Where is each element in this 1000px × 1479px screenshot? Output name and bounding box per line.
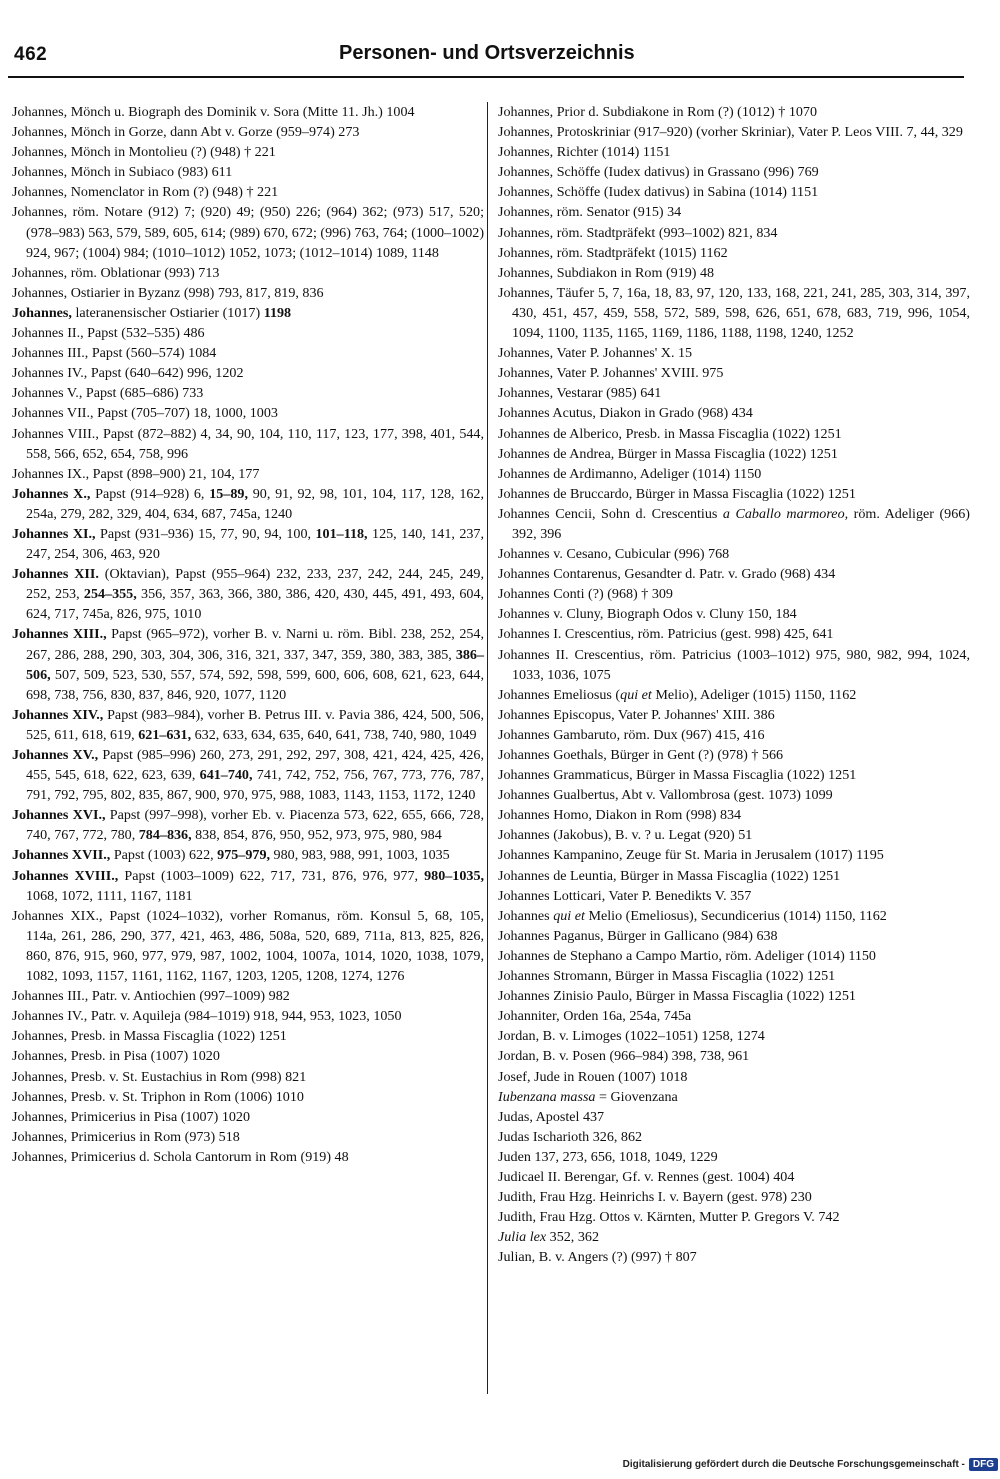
entry-text: Johannes V., Papst (685–686) 733 <box>12 385 204 402</box>
entry-text: Johannes, Richter (1014) 1151 <box>498 144 671 161</box>
index-entry <box>498 705 970 725</box>
entry-text: Johannes de Leuntia, Bürger in Massa Fiscaglia (1022) 1251 <box>498 867 841 884</box>
entry-text: Johannes IV., Papst (640–642) 996, 1202 <box>12 365 244 382</box>
index-entry <box>12 845 484 865</box>
index-entry <box>498 243 970 263</box>
entry-text: Johannes (Jakobus), B. v. ? u. Legat (920) 51 <box>498 827 753 844</box>
index-entry <box>12 102 484 122</box>
entry-bold-text: Johannes, <box>12 304 72 321</box>
index-entry <box>498 886 970 906</box>
index-entry <box>12 986 484 1006</box>
index-entry <box>498 645 970 685</box>
entry-text: Johannes, Ostiarier in Byzanz (998) 793, 817, 819, 836 <box>12 284 324 301</box>
entry-text: Johannes, Primicerius in Rom (973) 518 <box>12 1128 240 1145</box>
entry-bold-text: 641–740, <box>199 767 253 784</box>
index-entry <box>12 343 484 363</box>
entry-text: Johannes I. Crescentius, röm. Patricius (gest. 998) 425, 641 <box>498 626 834 643</box>
index-entry <box>12 1026 484 1046</box>
index-entry <box>498 1087 970 1107</box>
index-entry <box>12 464 484 484</box>
entry-text: Johannes, Nomenclator in Rom (?) (948) † 221 <box>12 184 279 201</box>
entry-bold-text: 254–355, <box>83 586 137 603</box>
entry-text: Johannes, Täufer 5, 7, 16a, 18, 83, 97, 120, 133, 168, 221, 241, 285, 303, 314, 397, 430, 451, 457, 459, 558, 572, 589, 598, 626, 651, 678, 683, 719, 996, 1054, 1094, 1100, 1135, 1165, 1169, 1186, 1188, 1198, 1240, 1252 <box>498 284 970 342</box>
entry-bold-text: 980–1035, <box>424 867 485 884</box>
index-entry <box>12 1127 484 1147</box>
index-entry <box>498 202 970 222</box>
entry-text: Jordan, B. v. Posen (966–984) 398, 738, 961 <box>498 1048 750 1065</box>
entry-text: Johannes Episcopus, Vater P. Johannes' XIII. 386 <box>498 706 775 723</box>
entry-text: Johannes Goethals, Bürger in Gent (?) (978) † 566 <box>498 747 784 763</box>
index-entry <box>12 303 484 323</box>
index-entry <box>12 1067 484 1087</box>
entry-text: Johannes, Vater P. Johannes' X. 15 <box>498 345 693 362</box>
page-number: 462 <box>14 44 48 65</box>
entry-bold-text: 386–506, <box>26 646 484 683</box>
entry-italic-text: a Caballo marmoreo, <box>722 505 849 522</box>
entry-text: Johannes Paganus, Bürger in Gallicano (984) 638 <box>498 927 778 944</box>
entry-text: Johannes Zinisio Paulo, Bürger in Massa Fiscaglia (1022) 1251 <box>498 988 856 1005</box>
index-entry <box>12 383 484 403</box>
entry-text: Papst (914–928) 6, <box>90 485 210 502</box>
entry-text: Johannes II., Papst (532–535) 486 <box>12 325 205 342</box>
index-entry <box>12 363 484 383</box>
entry-text: Johannes <box>498 907 554 924</box>
entry-text: Johannes II. Crescentius, röm. Patricius (1003–1012) 975, 980, 982, 994, 1024, 1033, 1036, 1075 <box>498 646 970 683</box>
entry-text: Johannes, Presb. v. St. Eustachius in Rom (998) 821 <box>12 1068 307 1085</box>
entry-text: Johannes, röm. Oblationar (993) 713 <box>12 264 220 281</box>
entry-text: Julian, B. v. Angers (?) (997) † 807 <box>498 1249 697 1266</box>
index-entry <box>498 424 970 444</box>
entry-text: Judicael II. Berengar, Gf. v. Rennes (gest. 1004) 404 <box>498 1168 795 1185</box>
index-entry <box>498 403 970 423</box>
entry-text: Johannes Emeliosus ( <box>498 686 621 703</box>
index-entry <box>498 685 970 705</box>
entry-text: Papst (965–972), vorher B. v. Narni u. röm. Bibl. 238, 252, 254, 267, 286, 288, 290, 303, 304, 306, 316, 321, 337, 347, 359, 380, 383, 385, <box>26 626 484 663</box>
column-divider <box>487 102 488 1394</box>
index-entry <box>498 1207 970 1227</box>
index-entry <box>12 142 484 162</box>
index-entry <box>498 263 970 283</box>
entry-text: Johannes VIII., Papst (872–882) 4, 34, 90, 104, 110, 117, 123, 177, 398, 401, 544, 558, 566, 652, 654, 758, 996 <box>12 425 484 462</box>
index-entry <box>498 1067 970 1087</box>
entry-text: Johannes, Mönch in Gorze, dann Abt v. Gorze (959–974) 273 <box>12 124 360 141</box>
entry-bold-text: 1198 <box>263 304 292 321</box>
index-entry <box>12 624 484 704</box>
index-entry <box>498 283 970 343</box>
entry-text: Johannes, Presb. in Massa Fiscaglia (1022) 1251 <box>12 1028 287 1045</box>
entry-text: röm. Adeliger (966) 392, 396 <box>512 505 970 542</box>
index-entry <box>12 1087 484 1107</box>
entry-text: Johannes de Andrea, Bürger in Massa Fiscaglia (1022) 1251 <box>498 445 838 462</box>
entry-text: Johannes, röm. Stadtpräfekt (1015) 1162 <box>498 244 728 261</box>
entry-bold-text: 784–836, <box>138 827 192 844</box>
entry-text: Johannes Kampanino, Zeuge für St. Maria in Jerusalem (1017) 1195 <box>498 847 884 864</box>
index-entry <box>498 926 970 946</box>
index-entry <box>498 1107 970 1127</box>
index-entry <box>498 444 970 464</box>
entry-italic-text: qui et <box>553 907 585 924</box>
entry-bold-text: Johannes XII. <box>12 566 99 583</box>
entry-text: 741, 742, 752, 756, 767, 773, 776, 787, 791, 792, 795, 802, 835, 867, 900, 970, 975, 988, 1083, 1143, 1153, 1172, 1240 <box>26 767 485 804</box>
entry-bold-text: Johannes XVII., <box>12 847 111 864</box>
entry-text: Johannes, Mönch in Subiaco (983) 611 <box>12 164 233 181</box>
index-entry <box>12 162 484 182</box>
entry-bold-text: Johannes XV., <box>12 747 99 763</box>
entry-italic-text: qui et <box>620 686 652 703</box>
entry-text: Johannes Cencii, Sohn d. Crescentius <box>498 505 723 522</box>
entry-bold-text: 15–89, <box>209 485 248 502</box>
entry-text: Johannes Gualbertus, Abt v. Vallombrosa (gest. 1073) 1099 <box>498 787 833 804</box>
entry-text: Johannes de Alberico, Presb. in Massa Fiscaglia (1022) 1251 <box>498 425 842 442</box>
entry-text: = Giovenzana <box>595 1088 678 1105</box>
index-entry <box>498 1227 970 1247</box>
index-entry <box>498 383 970 403</box>
index-entry <box>12 323 484 343</box>
entry-text: Johannes de Stephano a Campo Martio, röm. Adeliger (1014) 1150 <box>498 947 876 964</box>
index-entry <box>498 1026 970 1046</box>
index-entry <box>12 182 484 202</box>
entry-text: Johannes III., Papst (560–574) 1084 <box>12 345 217 362</box>
index-entry <box>498 162 970 182</box>
entry-text: Johannes de Bruccardo, Bürger in Massa Fiscaglia (1022) 1251 <box>498 485 856 502</box>
entry-text: 356, 357, 363, 366, 380, 386, 420, 430, 445, 491, 493, 604, 624, 717, 745a, 826, 975, 1010 <box>26 586 485 623</box>
index-entry <box>498 464 970 484</box>
entry-text: Johannes Stromann, Bürger in Massa Fiscaglia (1022) 1251 <box>498 968 836 985</box>
entry-text: Papst (1003) 622, <box>110 847 218 864</box>
entry-text: 632, 633, 634, 635, 640, 641, 738, 740, 980, 1049 <box>191 726 477 743</box>
entry-text: Jordan, B. v. Limoges (1022–1051) 1258, 1274 <box>498 1028 765 1045</box>
entry-bold-text: 621–631, <box>138 726 192 743</box>
entry-text: Johannes, Presb. in Pisa (1007) 1020 <box>12 1048 220 1065</box>
index-entry <box>12 1046 484 1066</box>
digitization-footer <box>623 1455 998 1473</box>
index-entry <box>498 343 970 363</box>
entry-text: Papst (985–996) 260, 273, 291, 292, 297, 308, 421, 424, 425, 426, 455, 545, 618, 622, 623, 639, <box>26 747 484 784</box>
entry-text: Johannes, Primicerius d. Schola Cantorum in Rom (919) 48 <box>12 1148 349 1165</box>
index-entry <box>12 745 484 805</box>
entry-text: Papst (997–998), vorher Eb. v. Piacenza 573, 622, 655, 666, 728, 740, 767, 772, 780, <box>26 807 484 844</box>
entry-bold-text: Johannes X., <box>12 485 91 502</box>
entry-text: Johannes, Prior d. Subdiakone in Rom (?) (1012) † 1070 <box>498 104 818 120</box>
entry-text: Johannes, Schöffe (Iudex dativus) in Sabina (1014) 1151 <box>498 184 819 201</box>
entry-bold-text: 101–118, <box>315 525 368 542</box>
entry-text: Melio), Adeliger (1015) 1150, 1162 <box>651 686 857 703</box>
entry-text: Johannes Gambaruto, röm. Dux (967) 415, 416 <box>498 726 765 743</box>
index-entry <box>498 544 970 564</box>
header-rule <box>8 76 964 78</box>
entry-text: Johannes, röm. Notare (912) 7; (920) 49; (950) 226; (964) 362; (973) 517, 520; (978–983) 563, 579, 589, 605, 614; (989) 670, 672; (996) 763, 764; (1000–1002) 924, 967; (1004) 984; (1010–1012) 1052, 1073; (1012–1014) 1089, 1148 <box>12 204 485 261</box>
index-entry <box>12 122 484 142</box>
entry-bold-text: Johannes XIV., <box>12 706 104 723</box>
index-entry <box>498 363 970 383</box>
entry-bold-text: Johannes XIII., <box>12 626 107 643</box>
entry-text: (Oktavian), Papst (955–964) 232, 233, 237, 242, 244, 245, 249, 252, 253, <box>26 566 484 603</box>
entry-text: Johannes de Ardimanno, Adeliger (1014) 1150 <box>498 465 762 482</box>
index-entry <box>498 102 970 122</box>
index-entry <box>498 142 970 162</box>
index-entry <box>498 584 970 604</box>
entry-text: 90, 91, 92, 98, 101, 104, 117, 128, 162, 254a, 279, 282, 329, 404, 634, 687, 745a, 1240 <box>26 485 484 522</box>
index-entry <box>498 624 970 644</box>
page-title: Personen- und Ortsverzeichnis <box>339 42 635 64</box>
index-entry <box>12 424 484 464</box>
entry-text: 352, 362 <box>546 1229 599 1246</box>
index-entry <box>12 1006 484 1026</box>
index-entry <box>12 866 484 906</box>
entry-text: Juden 137, 273, 656, 1018, 1049, 1229 <box>498 1148 718 1165</box>
index-column-right <box>498 102 970 1267</box>
entry-text: Johannes, Presb. v. St. Triphon in Rom (1006) 1010 <box>12 1088 304 1105</box>
entry-text: Johannes Conti (?) (968) † 309 <box>498 586 673 603</box>
index-entry <box>498 564 970 584</box>
page-header <box>14 38 974 74</box>
index-entry <box>498 966 970 986</box>
entry-text: 980, 983, 988, 991, 1003, 1035 <box>270 847 450 864</box>
entry-text: Johannes IV., Patr. v. Aquileja (984–1019) 918, 944, 953, 1023, 1050 <box>12 1008 402 1025</box>
index-entry <box>498 504 970 544</box>
index-entry <box>12 484 484 524</box>
index-entry <box>498 182 970 202</box>
entry-text: 125, 140, 141, 237, 247, 254, 306, 463, 920 <box>26 525 485 563</box>
entry-text: Judas, Apostel 437 <box>498 1108 605 1125</box>
index-entry <box>12 524 484 564</box>
index-entry <box>12 263 484 283</box>
index-entry <box>12 1107 484 1127</box>
index-entry <box>12 705 484 745</box>
entry-text: Johannes, Primicerius in Pisa (1007) 1020 <box>12 1108 251 1125</box>
index-entry <box>498 1046 970 1066</box>
entry-text: Papst (983–984), vorher B. Petrus III. v. Pavia 386, 424, 500, 506, 525, 611, 618, 619, <box>26 706 484 743</box>
index-entry <box>498 604 970 624</box>
entry-text: Melio (Emeliosus), Secundicerius (1014) 1150, 1162 <box>584 907 887 924</box>
index-entry <box>498 1127 970 1147</box>
index-entry <box>498 785 970 805</box>
entry-text: Judith, Frau Hzg. Heinrichs I. v. Bayern (gest. 978) 230 <box>498 1189 812 1206</box>
entry-text: Johannes, Protoskriniar (917–920) (vorher Skriniar), Vater P. Leos VIII. 7, 44, 329 <box>498 124 963 141</box>
entry-bold-text: Johannes XVIII., <box>12 867 119 884</box>
index-column-left <box>12 102 484 1167</box>
index-entry <box>498 725 970 745</box>
entry-italic-text: Iubenzana massa <box>498 1088 596 1105</box>
index-entry <box>498 765 970 785</box>
entry-bold-text: Johannes XVI., <box>12 807 106 824</box>
index-entry <box>498 484 970 504</box>
index-entry <box>12 403 484 423</box>
entry-text: 838, 854, 876, 950, 952, 973, 975, 980, 984 <box>191 827 442 844</box>
index-entry <box>498 745 970 765</box>
entry-text: Johannes, röm. Senator (915) 34 <box>498 204 682 221</box>
entry-text: Papst (1003–1009) 622, 717, 731, 876, 976, 977, <box>118 867 425 884</box>
entry-italic-text: Julia lex <box>498 1229 547 1246</box>
index-entry <box>498 1187 970 1207</box>
entry-text: Papst (931–936) 15, 77, 90, 94, 100, <box>95 525 316 542</box>
entry-text: Johannes, röm. Stadtpräfekt (993–1002) 821, 834 <box>498 224 778 241</box>
entry-text: Johannes Contarenus, Gesandter d. Patr. v. Grado (968) 434 <box>498 566 836 583</box>
entry-text: Johannes, Subdiakon in Rom (919) 48 <box>498 264 715 281</box>
entry-text: lateranensischer Ostiarier (1017) <box>71 304 264 321</box>
index-entry <box>498 906 970 926</box>
index-entry <box>498 1247 970 1267</box>
index-entry <box>498 1006 970 1026</box>
index-entry <box>498 223 970 243</box>
index-entry <box>498 805 970 825</box>
entry-text: Johannes, Vater P. Johannes' XVIII. 975 <box>498 365 724 382</box>
entry-text: Judith, Frau Hzg. Ottos v. Kärnten, Mutter P. Gregors V. 742 <box>498 1209 840 1226</box>
entry-bold-text: Johannes XI., <box>12 525 96 542</box>
entry-text: 507, 509, 523, 530, 557, 574, 592, 598, 599, 600, 606, 608, 621, 623, 644, 698, 738, 756, 830, 837, 846, 920, 1077, 1120 <box>26 666 484 703</box>
entry-text: 1068, 1072, 1111, 1167, 1181 <box>26 887 193 904</box>
index-entry <box>498 845 970 865</box>
index-entry <box>12 1147 484 1167</box>
entry-text: Johannes IX., Papst (898–900) 21, 104, 177 <box>12 465 260 482</box>
index-entry <box>498 946 970 966</box>
entry-text: Johannes III., Patr. v. Antiochien (997–1009) 982 <box>12 988 290 1005</box>
index-entry <box>12 564 484 624</box>
entry-text: Johannes Homo, Diakon in Rom (998) 834 <box>498 807 742 824</box>
entry-text: Johannes v. Cluny, Biograph Odos v. Cluny 150, 184 <box>498 606 797 623</box>
index-entry <box>12 283 484 303</box>
index-entry <box>498 1167 970 1187</box>
dfg-logo: DFG <box>969 1458 998 1471</box>
entry-text: Johannes Lotticari, Vater P. Benedikts V. 357 <box>498 887 752 904</box>
index-entry <box>12 202 484 262</box>
entry-text: Johannes VII., Papst (705–707) 18, 1000, 1003 <box>12 405 278 422</box>
footer-text: Digitalisierung gefördert durch die Deutsche Forschungsgemeinschaft - <box>622 1458 965 1470</box>
index-entry <box>12 906 484 986</box>
entry-text: Johannes Acutus, Diakon in Grado (968) 434 <box>498 405 753 422</box>
index-entry <box>498 986 970 1006</box>
entry-text: Johannes XIX., Papst (1024–1032), vorher Romanus, röm. Konsul 5, 68, 105, 114a, 261, 286, 290, 377, 421, 463, 486, 508a, 520, 689, 711a, 813, 825, 826, 860, 876, 915, 960, 977, 979, 987, 1002, 1004, 1007a, 1014, 1020, 1038, 1079, 1082, 1093, 1157, 1161, 1162, 1167, 1203, 1205, 1208, 1274, 1276 <box>12 907 484 985</box>
entry-bold-text: 975–979, <box>217 847 271 864</box>
index-entry <box>498 122 970 142</box>
entry-text: Johannes, Schöffe (Iudex dativus) in Grassano (996) 769 <box>498 164 819 181</box>
index-entry <box>12 805 484 845</box>
entry-text: Johannes, Mönch in Montolieu (?) (948) † 221 <box>12 144 276 161</box>
entry-text: Josef, Jude in Rouen (1007) 1018 <box>498 1068 688 1085</box>
index-entry <box>498 825 970 845</box>
entry-text: Johannes Grammaticus, Bürger in Massa Fiscaglia (1022) 1251 <box>498 767 857 784</box>
index-entry <box>498 866 970 886</box>
entry-text: Johannes, Vestarar (985) 641 <box>498 385 662 402</box>
index-entry <box>498 1147 970 1167</box>
entry-text: Johannes v. Cesano, Cubicular (996) 768 <box>498 546 730 563</box>
entry-text: Johannes, Mönch u. Biograph des Dominik v. Sora (Mitte 11. Jh.) 1004 <box>12 104 415 120</box>
entry-text: Johanniter, Orden 16a, 254a, 745a <box>498 1008 692 1025</box>
entry-text: Judas Ischarioth 326, 862 <box>498 1128 643 1145</box>
